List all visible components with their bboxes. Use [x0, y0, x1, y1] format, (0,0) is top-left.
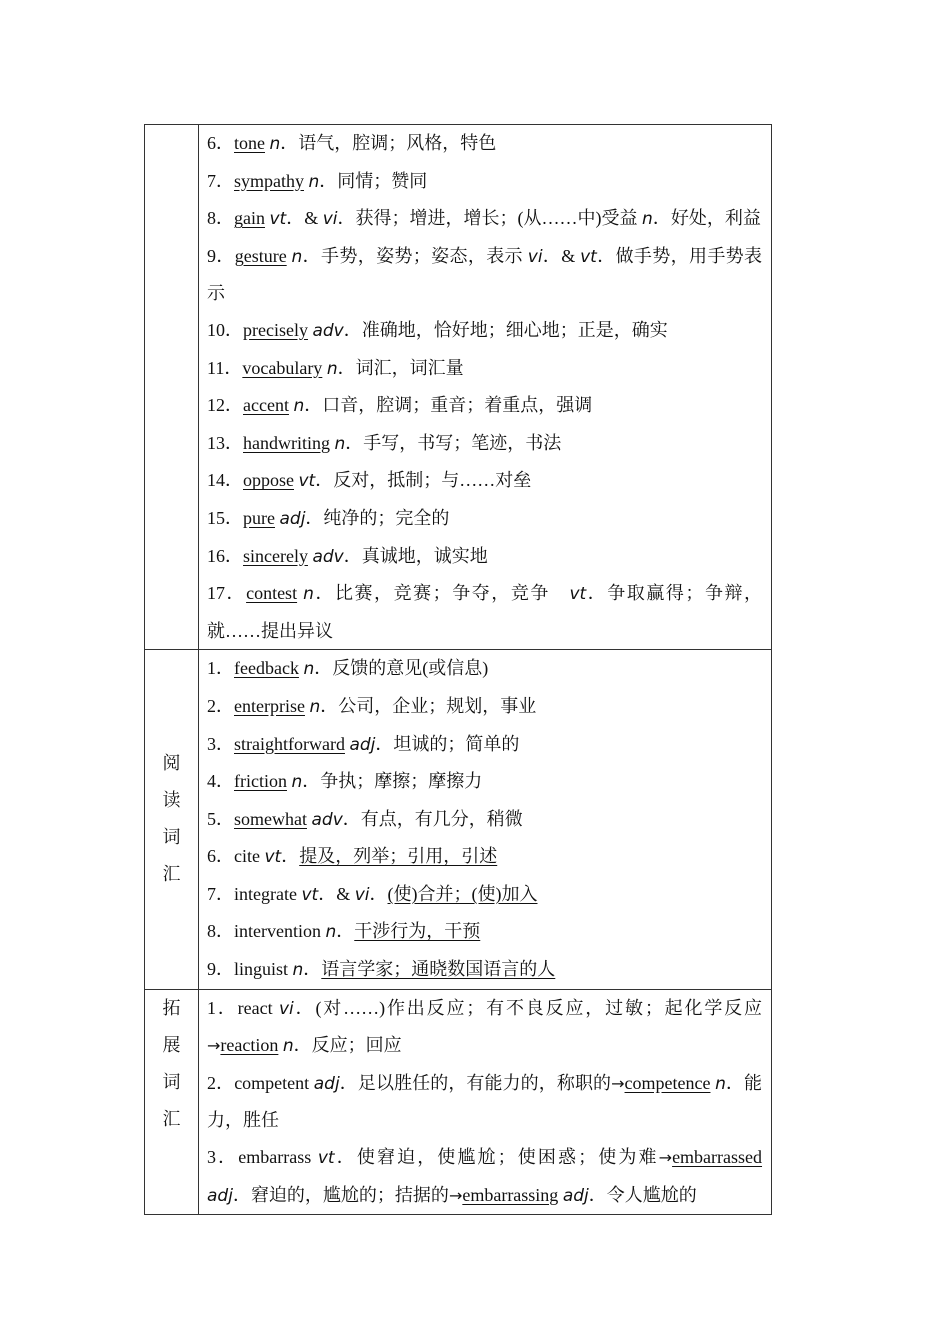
- vocab-word: competent: [234, 1072, 310, 1093]
- vocab-word: intervention: [234, 921, 321, 942]
- vocab-entry: 13．handwriting n．手写，书写；笔迹，书法: [207, 432, 562, 454]
- derived-word: competence: [624, 1072, 711, 1093]
- section-reading-row: [145, 650, 772, 989]
- vocab-word: handwriting: [243, 432, 330, 453]
- vocab-word: gesture: [234, 245, 287, 266]
- vocab-entry: 17．contest n．比赛，竞赛；争夺，竞争 vt．争取赢得；争辩，就……提出异议: [207, 583, 763, 641]
- vocab-entry: 3．straightforward adj．坦诚的；简单的: [207, 733, 520, 755]
- vocab-entry: 12．accent n．口音，腔调；重音；着重点，强调: [207, 395, 593, 417]
- arrow-icon: →: [448, 1185, 463, 1205]
- derived-word: embarrassed: [672, 1147, 763, 1168]
- vocab-entry: 16．sincerely adv．真诚地，诚实地: [207, 545, 488, 567]
- vocab-word: vocabulary: [242, 357, 323, 378]
- section-content: [199, 650, 772, 989]
- vocab-entry: 8．gain vt．& vi．获得；增进，增长；(从……中)受益 n．好处，利益: [207, 208, 761, 230]
- vocab-word: accent: [243, 395, 289, 416]
- arrow-icon: →: [207, 1036, 221, 1056]
- vocab-entry: 4．friction n．争执；摩擦；摩擦力: [207, 771, 483, 793]
- arrow-icon: →: [658, 1148, 673, 1168]
- vocab-definition: 语言学家；通晓数国语言的人: [321, 959, 556, 980]
- section-extended-row: [145, 989, 772, 1215]
- derived-word: embarrassing: [462, 1184, 559, 1205]
- derived-word: reaction: [220, 1035, 279, 1056]
- section-content: [199, 989, 772, 1215]
- vocabulary-table: [144, 124, 772, 1215]
- vocab-word: react: [237, 997, 273, 1018]
- vocab-definition: 提及，列举；引用，引述: [299, 846, 498, 867]
- vocab-word: enterprise: [234, 695, 305, 716]
- vocab-entry: 9．linguist n．语言学家；通晓数国语言的人: [207, 959, 556, 981]
- section-core-row: [145, 125, 772, 650]
- vocab-word: oppose: [243, 470, 294, 491]
- vocab-word: friction: [234, 771, 287, 792]
- vocab-word: precisely: [243, 319, 308, 340]
- vocab-word: tone: [234, 133, 265, 153]
- vocab-entry: 7．sympathy n．同情；赞同: [207, 170, 428, 192]
- vocab-entry: 8．intervention n．干涉行为，干预: [207, 921, 481, 943]
- section-label-extended: 拓 展 词 汇: [145, 989, 199, 1215]
- vocab-entry: 6．tone n．语气，腔调；风格，特色: [207, 133, 497, 154]
- vocab-entry: 5．somewhat adv．有点，有几分，稍微: [207, 808, 523, 830]
- vocab-entry: 7．integrate vt．& vi．(使)合并；(使)加入: [207, 883, 538, 905]
- section-label-reading: 阅 读 词 汇: [145, 650, 199, 989]
- vocab-entry: 11．vocabulary n．词汇，词汇量: [207, 357, 464, 379]
- vocab-word: linguist: [234, 959, 289, 980]
- vocab-definition: (使)合并；(使)加入: [387, 883, 538, 904]
- vocab-definition: 干涉行为，干预: [354, 921, 481, 942]
- arrow-icon: →: [611, 1073, 625, 1093]
- vocab-entry: 15．pure adj．纯净的；完全的: [207, 507, 450, 529]
- vocab-entry: 6．cite vt．提及，列举；引用，引述: [207, 846, 498, 868]
- vocab-entry: 9．gesture n．手势，姿势；姿态，表示 vi．& vt．做手势，用手势表示: [207, 245, 763, 304]
- vocab-entry: 14．oppose vt．反对，抵制；与……对垒: [207, 470, 532, 492]
- vocab-word: straightforward: [234, 733, 345, 754]
- vocab-word: somewhat: [234, 808, 307, 829]
- vocab-word: sympathy: [234, 170, 304, 191]
- vocab-word: gain: [234, 208, 265, 229]
- section-label-cell: [145, 125, 199, 650]
- section-content: [199, 125, 772, 650]
- vocab-entry: 1．react vi．(对……)作出反应；有不良反应，过敏；起化学反应→reaction n．反应；回应: [207, 997, 762, 1057]
- vocab-word: feedback: [234, 658, 299, 679]
- vocab-entry: 3．embarrass vt．使窘迫，使尴尬；使困惑；使为难→embarrassed adj．窘迫的，尴尬的；拮据的→embarrassing adj．令人尴尬的: [207, 1147, 763, 1206]
- vocab-entry: 2．enterprise n．公司，企业；规划，事业: [207, 695, 537, 717]
- vocab-word: cite: [234, 846, 260, 867]
- vocab-word: contest: [246, 583, 298, 604]
- vocab-word: pure: [243, 507, 275, 528]
- vocab-entry: 2．competent adj．足以胜任的，有能力的，称职的→competence n．能力，胜任: [207, 1072, 763, 1131]
- vocab-entry: 10．precisely adv．准确地，恰好地；细心地；正是，确实: [207, 319, 668, 341]
- vocab-entry: 1．feedback n．反馈的意见(或信息): [207, 658, 489, 680]
- vocab-word: integrate: [234, 883, 297, 904]
- vocab-word: sincerely: [243, 545, 308, 566]
- vocab-word: embarrass: [238, 1147, 312, 1168]
